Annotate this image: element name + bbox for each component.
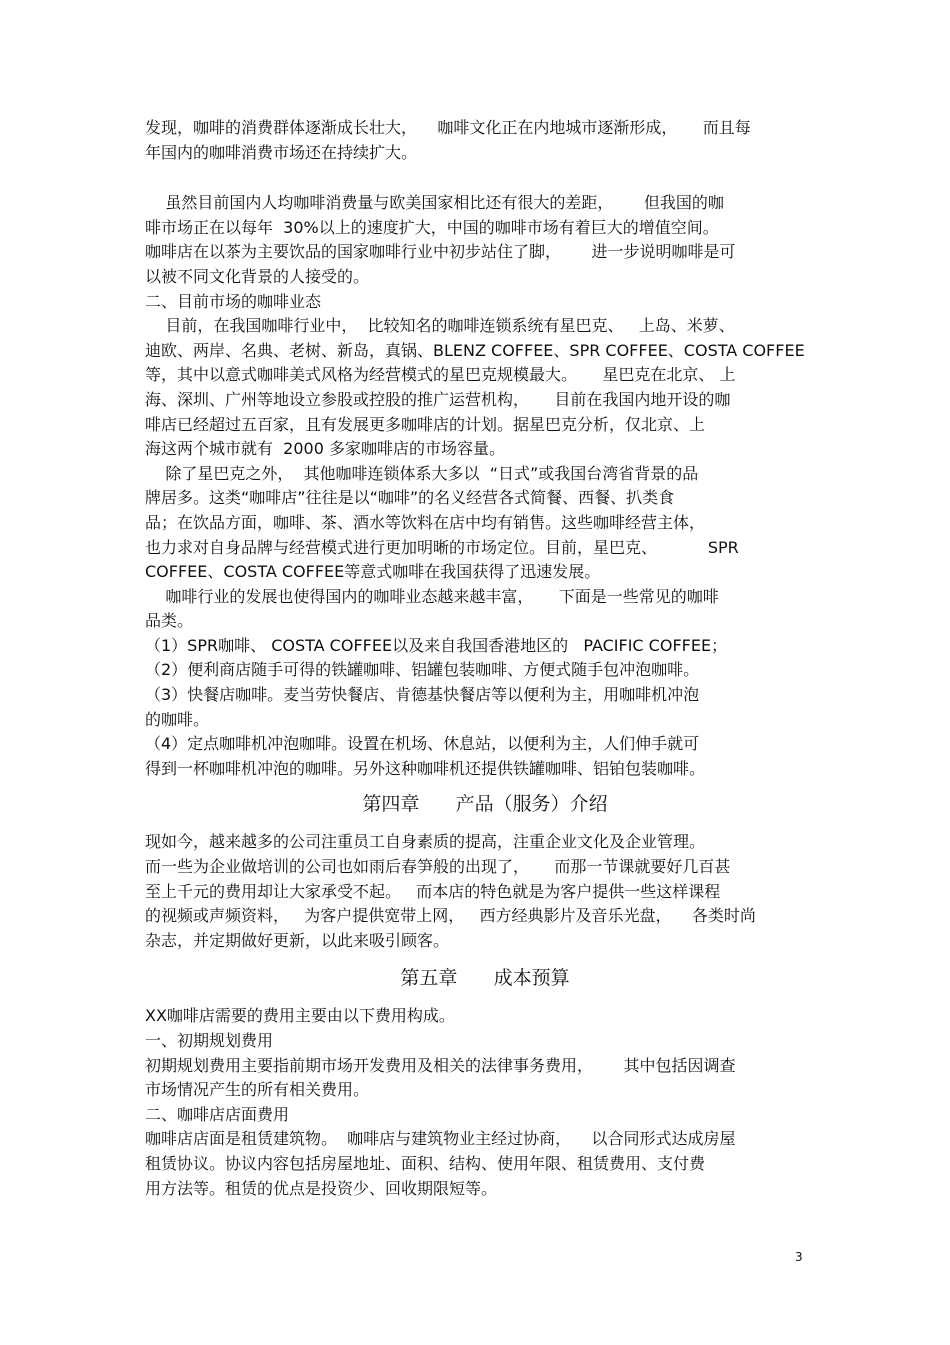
page-number: 3 <box>795 1250 803 1264</box>
page-content <box>145 116 825 1201</box>
text-line: 二、目前市场的咖啡业态 <box>145 291 322 311</box>
text-line: 现如今，越来越多的公司注重员工自身素质的提高，注重企业文化及企业管理。 <box>145 832 706 852</box>
text-line: 租赁协议。协议内容包括房屋地址、面积、结构、使用年限、租赁费用、支付费 <box>145 1153 706 1173</box>
text-line: 以被不同文化背景的人接受的。 <box>145 266 370 286</box>
text-line: 初期规划费用主要指前期市场开发费用及相关的法律事务费用， 其中包括因调查 <box>145 1055 736 1075</box>
text-line: 一、初期规划费用 <box>145 1031 274 1050</box>
paragraph-block-1 <box>145 116 825 165</box>
text-line: 等，其中以意式咖啡美式风格为经营模式的星巴克规模最大。 星巴克在北京、 上 <box>145 365 736 385</box>
text-line: 咖啡店在以茶为主要饮品的国家咖啡行业中初步站住了脚， 进一步说明咖啡是可 <box>145 242 736 262</box>
text-line: 年国内的咖啡消费市场还在持续扩大。 <box>145 142 418 162</box>
text-line: 的咖啡。 <box>145 709 210 729</box>
paragraph-block-4 <box>145 1004 825 1201</box>
text-line: 虽然目前国内人均咖啡消费量与欧美国家相比还有很大的差距， 但我国的咖 <box>145 193 724 213</box>
text-line: 咖啡行业的发展也使得国内的咖啡业态越来越丰富， 下面是一些常见的咖啡 <box>145 586 719 606</box>
text-line: 迪欧、两岸、名典、老树、新岛，真锅、BLENZ COFFEE、SPR COFFEE、COSTA COFFEE <box>145 340 805 360</box>
text-line: 目前，在我国咖啡行业中， 比较知名的咖啡连锁系统有星巴克、 上岛、米萝、 <box>145 316 735 336</box>
text-line: 品类。 <box>145 611 194 631</box>
blank-line <box>145 165 825 191</box>
text-line: 牌居多。这类“咖啡店”往往是以“咖啡”的名义经营各式简餐、西餐、扒类食 <box>145 488 675 508</box>
paragraph-block-3 <box>145 830 825 953</box>
text-line: （3）快餐店咖啡。麦当劳快餐店、肯德基快餐店等以便利为主，用咖啡机冲泡 <box>145 685 700 705</box>
text-line: 杂志，并定期做好更新，以此来吸引顾客。 <box>145 930 450 950</box>
text-line: 除了星巴克之外， 其他咖啡连锁体系大多以 “日式”或我国台湾省背景的品 <box>145 463 699 483</box>
text-line: 二、咖啡店店面费用 <box>145 1104 290 1124</box>
text-line: 啡店已经超过五百家，且有发展更多咖啡店的计划。据星巴克分析，仅北京、上 <box>145 414 706 434</box>
text-line: 用方法等。租赁的优点是投资少、回收期限短等。 <box>145 1178 498 1198</box>
text-line: 也力求对自身品牌与经营模式进行更加明晰的市场定位。目前，星巴克、 SPR <box>145 537 739 557</box>
text-line: 海这两个城市就有 2000 多家咖啡店的市场容量。 <box>145 439 505 459</box>
text-line: 得到一杯咖啡机冲泡的咖啡。另外这种咖啡机还提供铁罐咖啡、铝铂包装咖啡。 <box>145 758 706 778</box>
text-line: 至上千元的费用却让大家承受不起。 而本店的特色就是为客户提供一些这样课程 <box>145 881 721 901</box>
paragraph-block-2 <box>145 191 825 781</box>
chapter-4-heading: 第四章 产品（服务）介绍 <box>362 793 608 816</box>
text-line: 海、深圳、广州等地设立参股或控股的推广运营机构， 目前在我国内地开设的咖 <box>145 389 731 409</box>
text-line: （4）定点咖啡机冲泡咖啡。设置在机场、休息站，以便利为主，人们伸手就可 <box>145 734 700 754</box>
text-line: 发现，咖啡的消费群体逐渐成长壮大， 咖啡文化正在内地城市逐渐形成， 而且每 <box>145 118 751 137</box>
text-line: 啡市场正在以每年 30%以上的速度扩大，中国的咖啡市场有着巨大的增值空间。 <box>145 217 719 237</box>
text-line: 咖啡店店面是租赁建筑物。 咖啡店与建筑物业主经过协商， 以合同形式达成房屋 <box>145 1129 736 1149</box>
text-line: （2）便利商店随手可得的铁罐咖啡、铝罐包装咖啡、方便式随手包冲泡咖啡。 <box>145 660 700 680</box>
text-line: 而一些为企业做培训的公司也如雨后春笋般的出现了， 而那一节课就要好几百甚 <box>145 857 731 877</box>
text-line: 市场情况产生的所有相关费用。 <box>145 1080 370 1100</box>
text-line: XX咖啡店需要的费用主要由以下费用构成。 <box>145 1006 455 1026</box>
text-line: 品；在饮品方面，咖啡、茶、酒水等饮料在店中均有销售。这些咖啡经营主体， <box>145 512 706 532</box>
chapter-5-heading: 第五章 成本预算 <box>400 967 570 990</box>
text-line: （1）SPR咖啡、 COSTA COFFEE以及来自我国香港地区的 PACIFIC COFFEE； <box>145 635 728 655</box>
text-line: COFFEE、COSTA COFFEE等意式咖啡在我国获得了迅速发展。 <box>145 562 601 582</box>
text-line: 的视频或声频资料， 为客户提供宽带上网， 西方经典影片及音乐光盘， 各类时尚 <box>145 906 756 926</box>
